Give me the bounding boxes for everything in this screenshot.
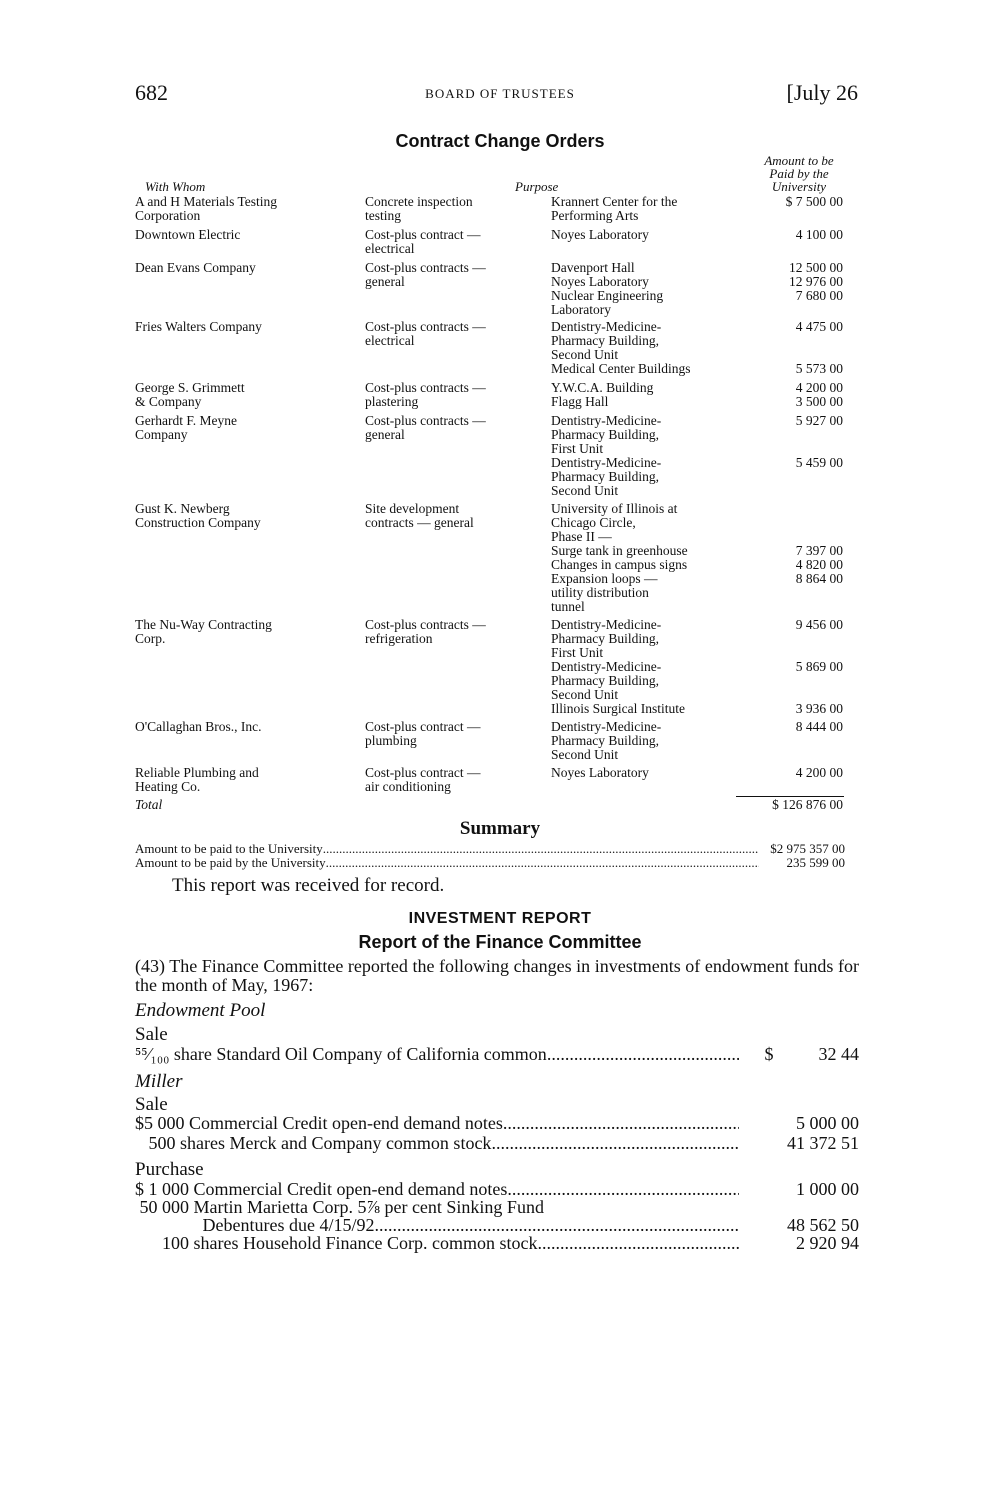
- contractor-name: A and H Materials Testing Corporation: [135, 194, 278, 223]
- project-name: Noyes Laboratory: [551, 765, 649, 780]
- contractor-name: Downtown Electric: [135, 227, 241, 242]
- investment-intro: (43) The Finance Committee reported the following changes in investments of endowment funds for the month of May, 1967:: [135, 956, 859, 995]
- contract-amount: 7 397 00 4 820 00 8 864 00: [795, 543, 843, 586]
- contract-amount: $ 7 500 00: [785, 194, 843, 209]
- investment-item-row: [135, 1234, 859, 1253]
- project-name: University of Illinois at Chicago Circle, Phase II — Surge tank in greenhouse Changes in campus signs Expansion loops — utility distribution tunnel: [551, 501, 688, 614]
- summary-row-by-university: [135, 856, 845, 870]
- contractor-name: Gust K. Newberg Construction Company: [135, 501, 261, 530]
- item-label: $5 000 Commercial Credit open-end demand notes: [135, 1113, 503, 1133]
- miller-purchase-label: Purchase: [135, 1159, 204, 1180]
- summary-title: Summary: [459, 818, 541, 839]
- contract-purpose: Site development contracts — general: [365, 501, 474, 530]
- project-name: Dentistry-Medicine- Pharmacy Building, Second Unit: [551, 719, 662, 762]
- project-name: Krannert Center for the Performing Arts: [551, 194, 678, 223]
- contract-purpose: Cost-plus contracts — electrical: [365, 319, 486, 348]
- finance-committee-heading: Report of the Finance Committee: [358, 932, 642, 952]
- contract-purpose: Cost-plus contract — air conditioning: [365, 765, 481, 794]
- contract-purpose: Cost-plus contracts — refrigeration: [365, 617, 486, 646]
- summary-value: $2 975 357 00: [770, 841, 845, 856]
- contractor-name: George S. Grimmett & Company: [135, 380, 245, 409]
- contract-purpose: Concrete inspection testing: [365, 194, 473, 223]
- investment-report-heading: INVESTMENT REPORT: [408, 910, 592, 927]
- total-amount: $ 126 876 00: [772, 797, 843, 812]
- contract-change-orders-title: Contract Change Orders: [395, 131, 605, 151]
- column-header-with-whom: With Whom: [145, 179, 206, 194]
- project-name: Dentistry-Medicine- Pharmacy Building, Second Unit Medical Center Buildings: [551, 319, 691, 376]
- page-number: 682: [135, 80, 168, 105]
- running-title: BOARD OF TRUSTEES: [425, 86, 575, 101]
- contract-amount: 12 500 00 12 976 00 7 680 00: [789, 260, 843, 303]
- item-label: Debentures due 4/15/92: [135, 1215, 375, 1235]
- item-value: 2 920 94: [796, 1233, 859, 1253]
- contractor-name: Fries Walters Company: [135, 319, 262, 334]
- contract-purpose: Cost-plus contracts — general: [365, 413, 486, 442]
- contractor-name: Reliable Plumbing and Heating Co.: [135, 765, 259, 794]
- item-value: 1 000 00: [796, 1179, 859, 1199]
- contract-purpose: Cost-plus contracts — plastering: [365, 380, 486, 409]
- item-value: 48 562 50: [787, 1215, 859, 1235]
- contract-amount: 8 444 00: [795, 719, 843, 734]
- item-label: ⁵⁵⁄₁₀₀ share Standard Oil Company of California common: [135, 1044, 547, 1064]
- contract-amount: 4 200 00: [795, 765, 843, 780]
- project-name: Dentistry-Medicine- Pharmacy Building, First Unit Dentistry-Medicine- Pharmacy Building, Second Unit Illinois Surgical Institute: [551, 617, 685, 716]
- contract-amount: 4 200 00 3 500 00: [795, 380, 843, 409]
- contract-amount: 4 475 00 5 573 00: [795, 319, 843, 376]
- summary-label: Amount to be paid to the University: [135, 841, 323, 856]
- contract-purpose: Cost-plus contract — electrical: [365, 227, 481, 256]
- item-label: 100 shares Household Finance Corp. common stock: [135, 1233, 538, 1253]
- project-name: Noyes Laboratory: [551, 227, 649, 242]
- total-label: Total: [135, 797, 163, 812]
- item-label: 50 000 Martin Marietta Corp. 5⅞ per cent Sinking Fund: [135, 1197, 544, 1217]
- received-note: This report was received for record.: [172, 875, 445, 896]
- pool-sale-row: [135, 1045, 859, 1064]
- summary-row-to-university: [135, 842, 845, 856]
- item-label: 500 shares Merck and Company common stock: [135, 1133, 492, 1153]
- item-value: 5 000 00: [796, 1113, 859, 1133]
- project-name: Y.W.C.A. Building Flagg Hall: [551, 380, 654, 409]
- contract-purpose: Cost-plus contract — plumbing: [365, 719, 481, 748]
- column-header-purpose: Purpose: [515, 179, 559, 194]
- investment-item-row: [135, 1114, 859, 1133]
- contract-purpose: Cost-plus contracts — general: [365, 260, 486, 289]
- column-header-amount: Amount to be Paid by the University: [764, 153, 834, 194]
- endowment-pool-heading: Endowment Pool: [135, 1000, 266, 1021]
- miller-heading: Miller: [135, 1071, 183, 1092]
- item-value: $ 32 44: [764, 1044, 859, 1064]
- miller-sale-label: Sale: [135, 1094, 168, 1115]
- summary-label: Amount to be paid by the University: [135, 855, 326, 870]
- project-name: Dentistry-Medicine- Pharmacy Building, First Unit Dentistry-Medicine- Pharmacy Building, Second Unit: [551, 413, 662, 498]
- pool-sale-label: Sale: [135, 1024, 168, 1045]
- contract-amount: 9 456 00 5 869 00 3 936 00: [795, 617, 843, 716]
- contract-amount: 4 100 00: [795, 227, 843, 242]
- summary-value: 235 599 00: [786, 855, 845, 870]
- contractor-name: Dean Evans Company: [135, 260, 256, 275]
- project-name: Davenport Hall Noyes Laboratory Nuclear Engineering Laboratory: [551, 260, 664, 317]
- contractor-name: The Nu-Way Contracting Corp.: [135, 617, 272, 646]
- investment-item-row: [135, 1134, 859, 1153]
- item-label: $ 1 000 Commercial Credit open-end demand notes: [135, 1179, 508, 1199]
- contractor-name: Gerhardt F. Meyne Company: [135, 413, 238, 442]
- contractor-name: O'Callaghan Bros., Inc.: [135, 719, 262, 734]
- contract-amount: 5 927 00 5 459 00: [795, 413, 843, 470]
- header-date: [July 26: [786, 80, 858, 105]
- item-value: 41 372 51: [787, 1133, 859, 1153]
